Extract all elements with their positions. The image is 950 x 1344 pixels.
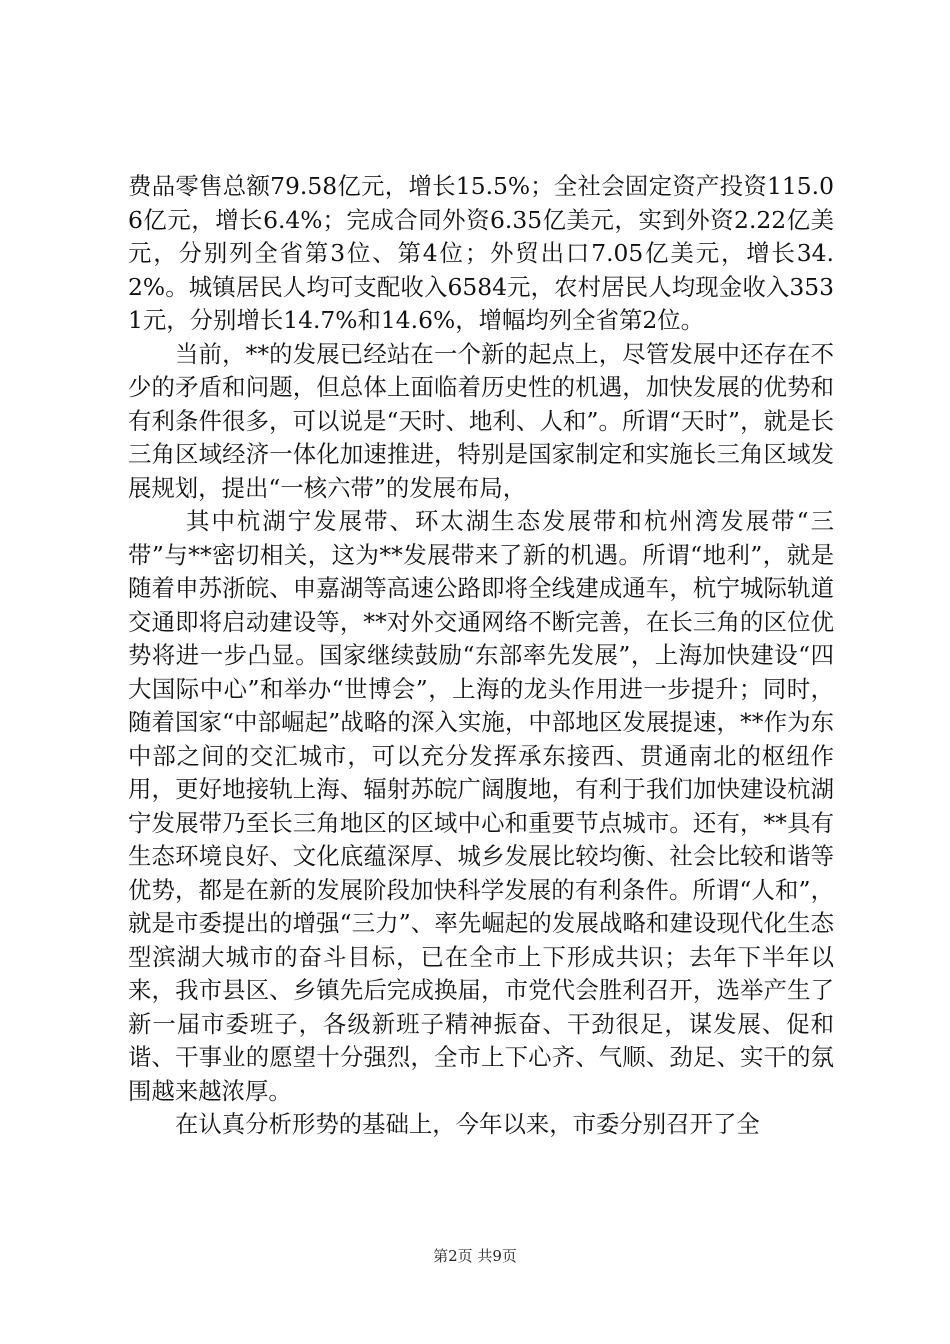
paragraph-three-belts: 其中杭湖宁发展带、环太湖生态发展带和杭州湾发展带“三带”与**密切相关，这为**发展带来了新的机遇。所谓“地利”，就是随着申苏浙皖、申嘉湖等高速公路即将全线建成通车，杭宁城际轨道交通即将启动建设等，**对外交通网络不断完善，在长三角的区位优势将进一步凸显。国家继续鼓励“东部率先发展”，上海加快建设“四大国际中心”和举办“世博会”，上海的龙头作用进一步提升；同时，随着国家“中部崛起”战略的深入实施，中部地区发展提速，**作为东中部之间的交汇城市，可以充分发挥承东接西、贯通南北的枢纽作用，更好地接轨上海、辐射苏皖广阔腹地，有利于我们加快建设杭湖宁发展带乃至长三角地区的区域中心和重要节点城市。还有，**具有生态环境良好、文化底蕴深厚、城乡发展比较均衡、社会比较和谐等优势，都是在新的发展阶段加快科学发展的有利条件。所谓“人和”，就是市委提出的增强“三力”、率先崛起的发展战略和建设现代化生态型滨湖大城市的奋斗目标，已在全市上下形成共识；去年下半年以来，我市县区、乡镇先后完成换届，市党代会胜利召开，选举产生了新一届市委班子，各级新班子精神振奋、干劲很足，谋发展、促和谐、干事业的愿望十分强烈，全市上下心齐、气顺、劲足、实干的氛围越来越浓厚。: [128, 507, 834, 1105]
paragraph-consumer-retail-stats: 费品零售总额79.58亿元，增长15.5%；全社会固定资产投资115.06亿元，增长6.4%；完成合同外资6.35亿美元，实到外资2.22亿美元，分别列全省第3位、第4位；外贸出口7.05亿美元，增长34.2%。城镇居民人均可支配收入6584元，农村居民人均现金收入3531元，分别增长14.7%和14.6%，增幅均列全省第2位。: [128, 172, 834, 334]
paragraph-situation-analysis: 在认真分析形势的基础上，今年以来，市委分别召开了全: [175, 1110, 760, 1138]
page-number-footer: 第2页 共9页: [433, 1247, 517, 1265]
document-body: [128, 170, 834, 1142]
paragraph-development-opportunities: 当前，**的发展已经站在一个新的起点上，尽管发展中还存在不少的矛盾和问题，但总体上面临着历史性的机遇，加快发展的优势和有利条件很多，可以说是“天时、地利、人和”。所谓“天时”，就是长三角区域经济一体化加速推进，特别是国家制定和实施长三角区域发展规划，提出“一核六带”的发展布局，: [128, 339, 834, 502]
